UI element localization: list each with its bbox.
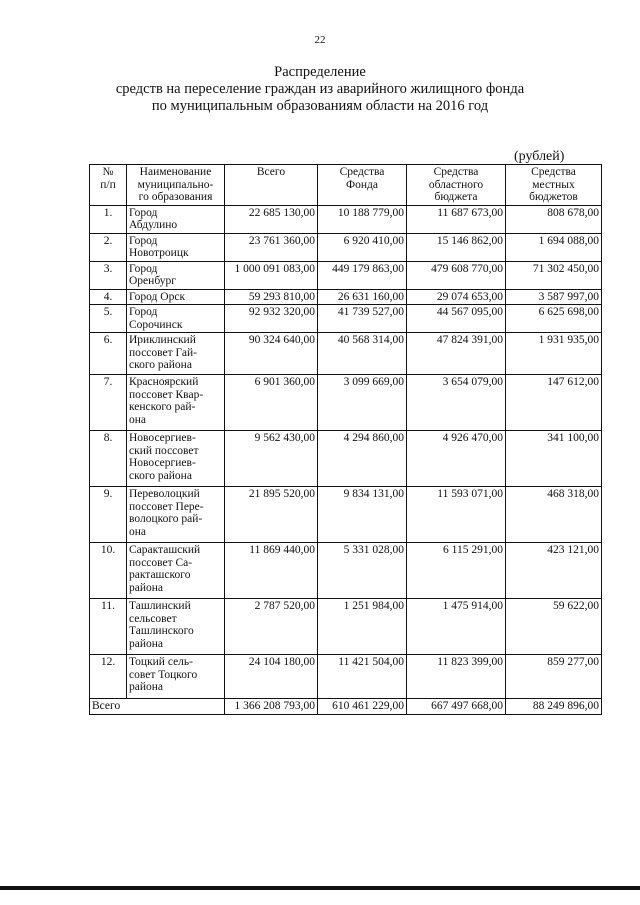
row-total: 90 324 640,00	[225, 333, 318, 375]
name-line: района	[129, 581, 164, 594]
row-regional: 47 824 391,00	[407, 333, 506, 375]
row-local: 71 302 450,00	[506, 261, 602, 289]
row-regional: 479 608 770,00	[407, 261, 506, 289]
table-row	[90, 543, 602, 599]
header-line: бюджета	[434, 191, 478, 203]
header-num	[90, 165, 127, 206]
table-row	[90, 487, 602, 543]
row-number: 8.	[90, 431, 127, 487]
row-fund: 6 920 410,00	[318, 233, 407, 261]
row-total: 22 685 130,00	[225, 205, 318, 233]
row-number: 9.	[90, 487, 127, 543]
name-line: Оренбург	[129, 275, 176, 287]
name-line: поссовет Гай-	[129, 346, 197, 359]
row-fund: 26 631 160,00	[318, 289, 407, 305]
row-regional: 44 567 095,00	[407, 305, 506, 333]
row-local: 808 678,00	[506, 205, 602, 233]
municipality-name	[127, 305, 225, 333]
name-line: Город Орск	[129, 290, 186, 303]
name-line: ского района	[129, 469, 192, 482]
header-line: №	[102, 166, 114, 178]
table-total-row	[90, 699, 602, 715]
municipality-name	[127, 543, 225, 599]
row-fund: 5 331 028,00	[318, 543, 407, 599]
municipality-name	[127, 233, 225, 261]
name-line: Тоцкий сель-	[129, 656, 193, 668]
row-fund: 1 251 984,00	[318, 599, 407, 655]
row-total: 23 761 360,00	[225, 233, 318, 261]
table-row	[90, 205, 602, 233]
name-line: Ташлинский	[129, 600, 191, 612]
name-line: Новотроицк	[129, 247, 189, 259]
table-header-row	[90, 165, 602, 206]
page-number: 22	[314, 34, 326, 46]
allocation-table	[89, 164, 602, 715]
row-number: 5.	[90, 305, 127, 333]
row-number: 10.	[90, 543, 127, 599]
row-total: 6 901 360,00	[225, 375, 318, 431]
name-line: Ташлинского	[129, 625, 194, 637]
header-line: Средства	[531, 166, 576, 178]
name-line: поссовет Пере-	[129, 500, 204, 513]
header-total	[225, 165, 318, 206]
municipality-name	[127, 375, 225, 431]
header-line: областного	[428, 178, 484, 191]
name-line: района	[129, 637, 164, 650]
row-fund: 3 099 669,00	[318, 375, 407, 431]
row-total: 2 787 520,00	[225, 599, 318, 655]
header-line: Наименование	[139, 166, 212, 178]
header-name	[127, 165, 225, 206]
municipality-name	[127, 431, 225, 487]
row-regional: 11 823 399,00	[407, 655, 506, 699]
name-line: Город	[129, 206, 158, 219]
name-line: Город	[129, 234, 158, 247]
municipality-name	[127, 289, 225, 305]
header-local	[506, 165, 602, 206]
row-fund: 10 188 779,00	[318, 205, 407, 233]
row-number: 6.	[90, 333, 127, 375]
name-line: Город	[129, 306, 158, 318]
header-line: Всего	[256, 166, 286, 178]
row-number: 2.	[90, 233, 127, 261]
row-total: 59 293 810,00	[225, 289, 318, 305]
name-line: Ириклинский	[129, 334, 196, 346]
row-total: 11 869 440,00	[225, 543, 318, 599]
row-fund: 11 421 504,00	[318, 655, 407, 699]
header-line: Фонда	[346, 178, 378, 191]
name-line: ракташского	[129, 569, 191, 581]
table-row	[90, 233, 602, 261]
document-title	[0, 64, 640, 115]
row-number: 3.	[90, 261, 127, 289]
name-line: поссовет Са-	[129, 556, 193, 569]
table-row	[90, 599, 602, 655]
name-line: Абдулино	[129, 219, 178, 231]
row-local: 859 277,00	[506, 655, 602, 699]
row-number: 1.	[90, 205, 127, 233]
total-sum: 1 366 208 793,00	[225, 699, 318, 715]
row-local: 3 587 997,00	[506, 289, 602, 305]
row-regional: 3 654 079,00	[407, 375, 506, 431]
row-regional: 1 475 914,00	[407, 599, 506, 655]
title-line-3: по муниципальным образованиям области на 2016 год	[151, 98, 489, 114]
header-line: бюджетов	[529, 191, 578, 203]
row-total: 21 895 520,00	[225, 487, 318, 543]
municipality-name	[127, 599, 225, 655]
row-total: 9 562 430,00	[225, 431, 318, 487]
municipality-name	[127, 333, 225, 375]
table-row	[90, 655, 602, 699]
name-line: сельсовет	[129, 612, 177, 625]
row-total: 1 000 091 083,00	[225, 261, 318, 289]
row-fund: 9 834 131,00	[318, 487, 407, 543]
header-regional	[407, 165, 506, 206]
header-line: Средства	[339, 166, 385, 178]
header-line: местных	[532, 178, 575, 191]
total-regional: 667 497 668,00	[407, 699, 506, 715]
title-line-1: Распределение	[274, 64, 366, 80]
table-row	[90, 305, 602, 333]
unit-label: (рублей)	[514, 149, 565, 164]
name-line: она	[129, 413, 147, 426]
table-row	[90, 289, 602, 305]
row-local: 423 121,00	[506, 543, 602, 599]
name-line: Новосергиев-	[129, 432, 196, 444]
header-line: го образования	[138, 191, 213, 203]
row-regional: 11 687 673,00	[407, 205, 506, 233]
header-line: муниципально-	[137, 178, 214, 191]
row-total: 92 932 320,00	[225, 305, 318, 333]
row-fund: 4 294 860,00	[318, 431, 407, 487]
name-line: кенского рай-	[129, 401, 196, 413]
row-number: 12.	[90, 655, 127, 699]
name-line: совет Тоцкого	[129, 668, 198, 681]
name-line: ского района	[129, 359, 192, 371]
municipality-name	[127, 487, 225, 543]
title-line-2: средств на переселение граждан из аварийного жилищного фонда	[115, 81, 525, 97]
row-local: 147 612,00	[506, 375, 602, 431]
row-fund: 40 568 314,00	[318, 333, 407, 375]
name-line: Сорочинск	[129, 318, 183, 331]
row-local: 1 694 088,00	[506, 233, 602, 261]
row-number: 4.	[90, 289, 127, 305]
table-row	[90, 261, 602, 289]
table-row	[90, 333, 602, 375]
row-fund: 449 179 863,00	[318, 261, 407, 289]
name-line: Город	[129, 262, 158, 275]
row-local: 1 931 935,00	[506, 333, 602, 375]
name-line: Саракташский	[129, 544, 201, 556]
total-fund: 610 461 229,00	[318, 699, 407, 715]
row-fund: 41 739 527,00	[318, 305, 407, 333]
row-number: 7.	[90, 375, 127, 431]
municipality-name	[127, 261, 225, 289]
name-line: Новосергиев-	[129, 457, 196, 469]
name-line: Переволоцкий	[129, 488, 200, 500]
row-regional: 15 146 862,00	[407, 233, 506, 261]
total-local: 88 249 896,00	[506, 699, 602, 715]
municipality-name	[127, 655, 225, 699]
name-line: она	[129, 525, 147, 538]
row-number: 11.	[90, 599, 127, 655]
name-line: ский поссовет	[129, 444, 199, 457]
row-total: 24 104 180,00	[225, 655, 318, 699]
bottom-rule	[0, 886, 640, 890]
row-local: 341 100,00	[506, 431, 602, 487]
name-line: района	[129, 681, 164, 693]
header-line: п/п	[100, 178, 116, 191]
name-line: волоцкого рай-	[129, 513, 203, 525]
total-label: Всего	[90, 699, 225, 715]
row-regional: 6 115 291,00	[407, 543, 506, 599]
row-regional: 4 926 470,00	[407, 431, 506, 487]
header-fund	[318, 165, 407, 206]
name-line: поссовет Квар-	[129, 388, 204, 401]
header-line: Средства	[433, 166, 479, 178]
row-regional: 29 074 653,00	[407, 289, 506, 305]
table-row	[90, 431, 602, 487]
name-line: Красноярский	[129, 376, 199, 388]
table-row	[90, 375, 602, 431]
row-local: 59 622,00	[506, 599, 602, 655]
municipality-name	[127, 205, 225, 233]
row-regional: 11 593 071,00	[407, 487, 506, 543]
row-local: 6 625 698,00	[506, 305, 602, 333]
row-local: 468 318,00	[506, 487, 602, 543]
